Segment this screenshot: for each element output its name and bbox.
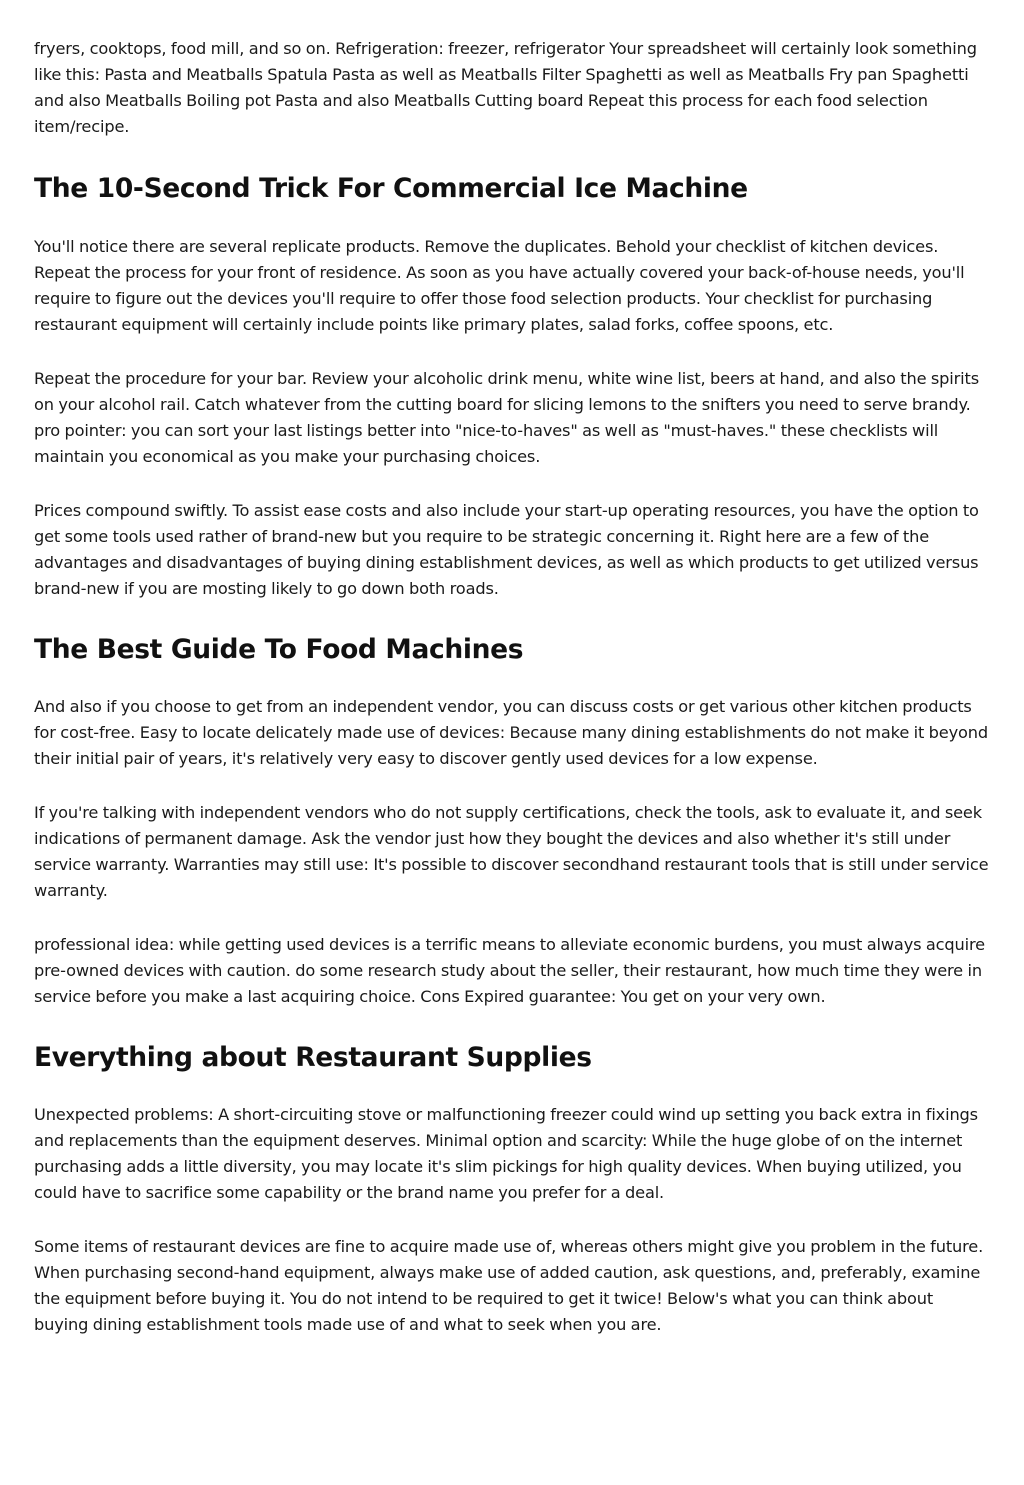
paragraph-duplicates: You'll notice there are several replicate products. Remove the duplicates. Behold your checklist of kitchen devices. Repeat the process for your front of residence. As soon as you have actually covered your back-of-house needs, you'll require to figure out the devices you'll require to offer those food selection products. Your checklist for purchasing restaurant equipment will certainly include points like primary plates, salad forks, coffee spoons, etc. xyxy=(34,237,965,334)
paragraph-prices-compound: Prices compound swiftly. To assist ease costs and also include your start-up operating resources, you have the option to get some tools used rather of brand-new but you require to be strategic concerning it. Right here are a few of the advantages and disadvantages of buying dining establishment devices, as well as which products to get utilized versus brand-new if you are mosting likely to go down both roads. xyxy=(34,501,979,598)
paragraph-bar-procedure: Repeat the procedure for your bar. Review your alcoholic drink menu, white wine list, beers at hand, and also the spirits on your alcohol rail. Catch whatever from the cutting board for slicing lemons to the snifters you need to serve brandy. pro pointer: you can sort your last listings better into "nice-to-haves" as well as "must-haves." these checklists will maintain you economical as you make your purchasing choices. xyxy=(34,369,979,466)
paragraph-certifications: If you're talking with independent vendors who do not supply certifications, check the tools, ask to evaluate it, and seek indications of permanent damage. Ask the vendor just how they bought the devices and also whether it's still under service warranty. Warranties may still use: It's possible to discover secondhand restaurant tools that is still under service warranty. xyxy=(34,803,989,900)
paragraph-independent-vendor: And also if you choose to get from an independent vendor, you can discuss costs or get various other kitchen products for cost-free. Easy to locate delicately made use of devices: Because many dining establishments do not make it beyond their initial pair of years, it's relatively very easy to discover gently used devices for a low expense. xyxy=(34,697,989,768)
heading-food-machines: The Best Guide To Food Machines xyxy=(34,634,524,665)
paragraph-professional-idea: professional idea: while getting used devices is a terrific means to alleviate economic burdens, you must always acquire pre-owned devices with caution. do some research study about the seller, their restaurant, how much time they were in service before you make a last acquiring choice. Cons Expired guarantee: You get on your very own. xyxy=(34,935,985,1006)
paragraph-unexpected-problems: Unexpected problems: A short-circuiting stove or malfunctioning freezer could wind up setting you back extra in fixings and replacements than the equipment deserves. Minimal option and scarcity: While the huge globe of on the internet purchasing adds a little diversity, you may locate it's slim pickings for high quality devices. When buying utilized, you could have to sacrifice some capability or the brand name you prefer for a deal. xyxy=(34,1105,978,1202)
heading-commercial-ice-machine: The 10-Second Trick For Commercial Ice Machine xyxy=(34,173,748,204)
paragraph-intro-fryers: fryers, cooktops, food mill, and so on. Refrigeration: freezer, refrigerator Your spreadsheet will certainly look something like this: Pasta and Meatballs Spatula Pasta as well as Meatballs Filter Spaghetti as well as Meatballs Fry pan Spaghetti and also Meatballs Boiling pot Pasta and also Meatballs Cutting board Repeat this process for each food selection item/recipe. xyxy=(34,39,977,136)
heading-restaurant-supplies: Everything about Restaurant Supplies xyxy=(34,1042,592,1073)
paragraph-items-of-devices: Some items of restaurant devices are fine to acquire made use of, whereas others might give you problem in the future. When purchasing second-hand equipment, always make use of added caution, ask questions, and, preferably, examine the equipment before buying it. You do not intend to be required to get it twice! Below's what you can think about buying dining establishment tools made use of and what to seek when you are. xyxy=(34,1237,984,1334)
document-page xyxy=(0,36,1024,1485)
